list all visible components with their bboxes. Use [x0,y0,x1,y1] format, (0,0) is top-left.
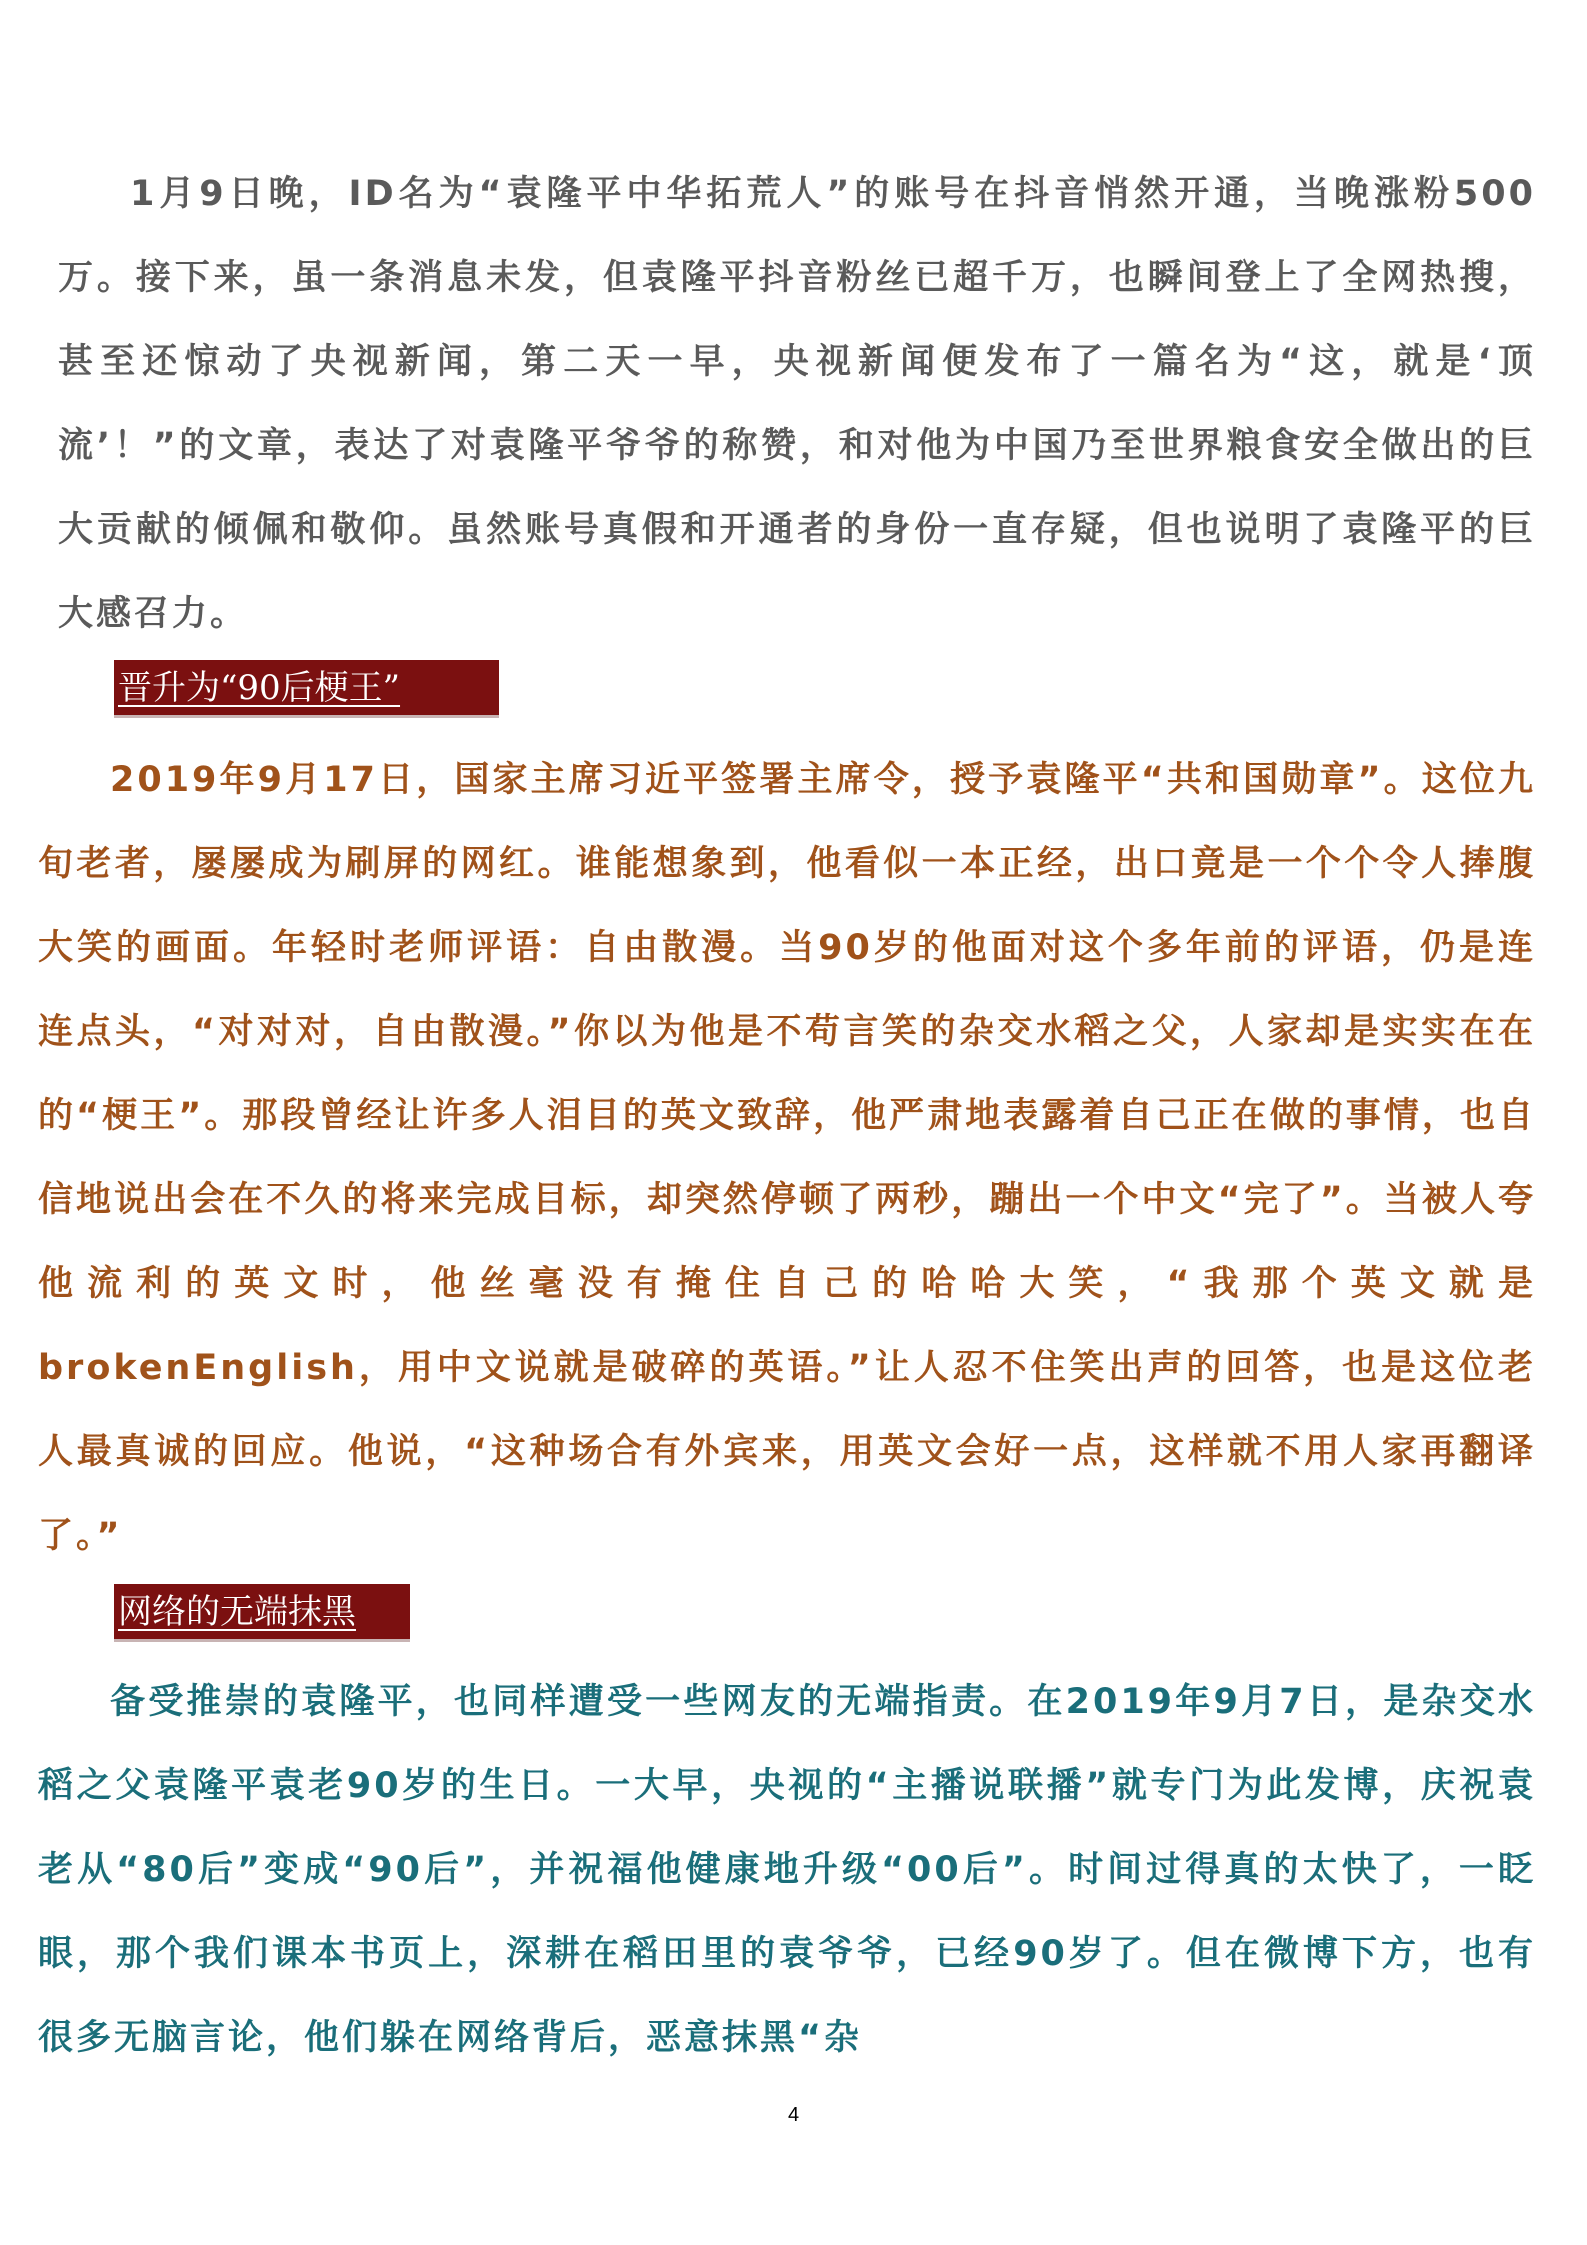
section-heading-online-smear-text: 网络的无端抹黑 [118,1592,356,1632]
paragraph-douyin-account: 1月9日晚，ID名为“袁隆平中华拓荒人”的账号在抖音悄然开通，当晚涨粉500万。接下来，虽一条消息未发，但袁隆平抖音粉丝已超千万，也瞬间登上了全网热搜，甚至还惊动了央视新闻，第二天一早，央视新闻便发布了一篇名为“这，就是‘顶流’！”的文章，表达了对袁隆平爷爷的称赞，和对他为中国乃至世界粮食安全做出的巨大贡献的倾佩和敬仰。虽然账号真假和开通者的身份一直存疑，但也说明了袁隆平的巨大感召力。 [58,174,1536,634]
paragraph-meme-king: 2019年9月17日，国家主席习近平签署主席令，授予袁隆平“共和国勋章”。这位九旬老者，屡屡成为刷屏的网红。谁能想象到，他看似一本正经，出口竟是一个个令人捧腹大笑的画面。年轻时老师评语：自由散漫。当90岁的他面对这个多年前的评语，仍是连连点头，“对对对，自由散漫。”你以为他是不苟言笑的杂交水稻之父，人家却是实实在在的“梗王”。那段曾经让许多人泪目的英文致辞，他严肃地表露着自己正在做的事情，也自信地说出会在不久的将来完成目标，却突然停顿了两秒，蹦出一个中文“完了”。当被人夸他流利的英文时，他丝毫没有掩住自己的哈哈大笑，“我那个英文就是brokenEnglish，用中文说就是破碎的英语。”让人忍不住笑出声的回答，也是这位老人最真诚的回应。他说，“这种场合有外宾来，用英文会好一点，这样就不用人家再翻译了。” [38,760,1536,1556]
section-heading-meme-king [114,660,499,718]
section-heading-online-smear [114,1584,410,1642]
section-heading-meme-king-text: 晋升为“90后梗王” [118,668,401,708]
paragraph-online-smear: 备受推崇的袁隆平，也同样遭受一些网友的无端指责。在2019年9月7日，是杂交水稻之父袁隆平袁老90岁的生日。一大早，央视的“主播说联播”就专门为此发博，庆祝袁老从“80后”变成“90后”，并祝福他健康地升级“00后”。时间过得真的太快了，一眨眼，那个我们课本书页上，深耕在稻田里的袁爷爷，已经90岁了。但在微博下方，也有很多无脑言论，他们躲在网络背后，恶意抹黑“杂 [38,1682,1536,2058]
page-number: 4 [787,2104,800,2126]
